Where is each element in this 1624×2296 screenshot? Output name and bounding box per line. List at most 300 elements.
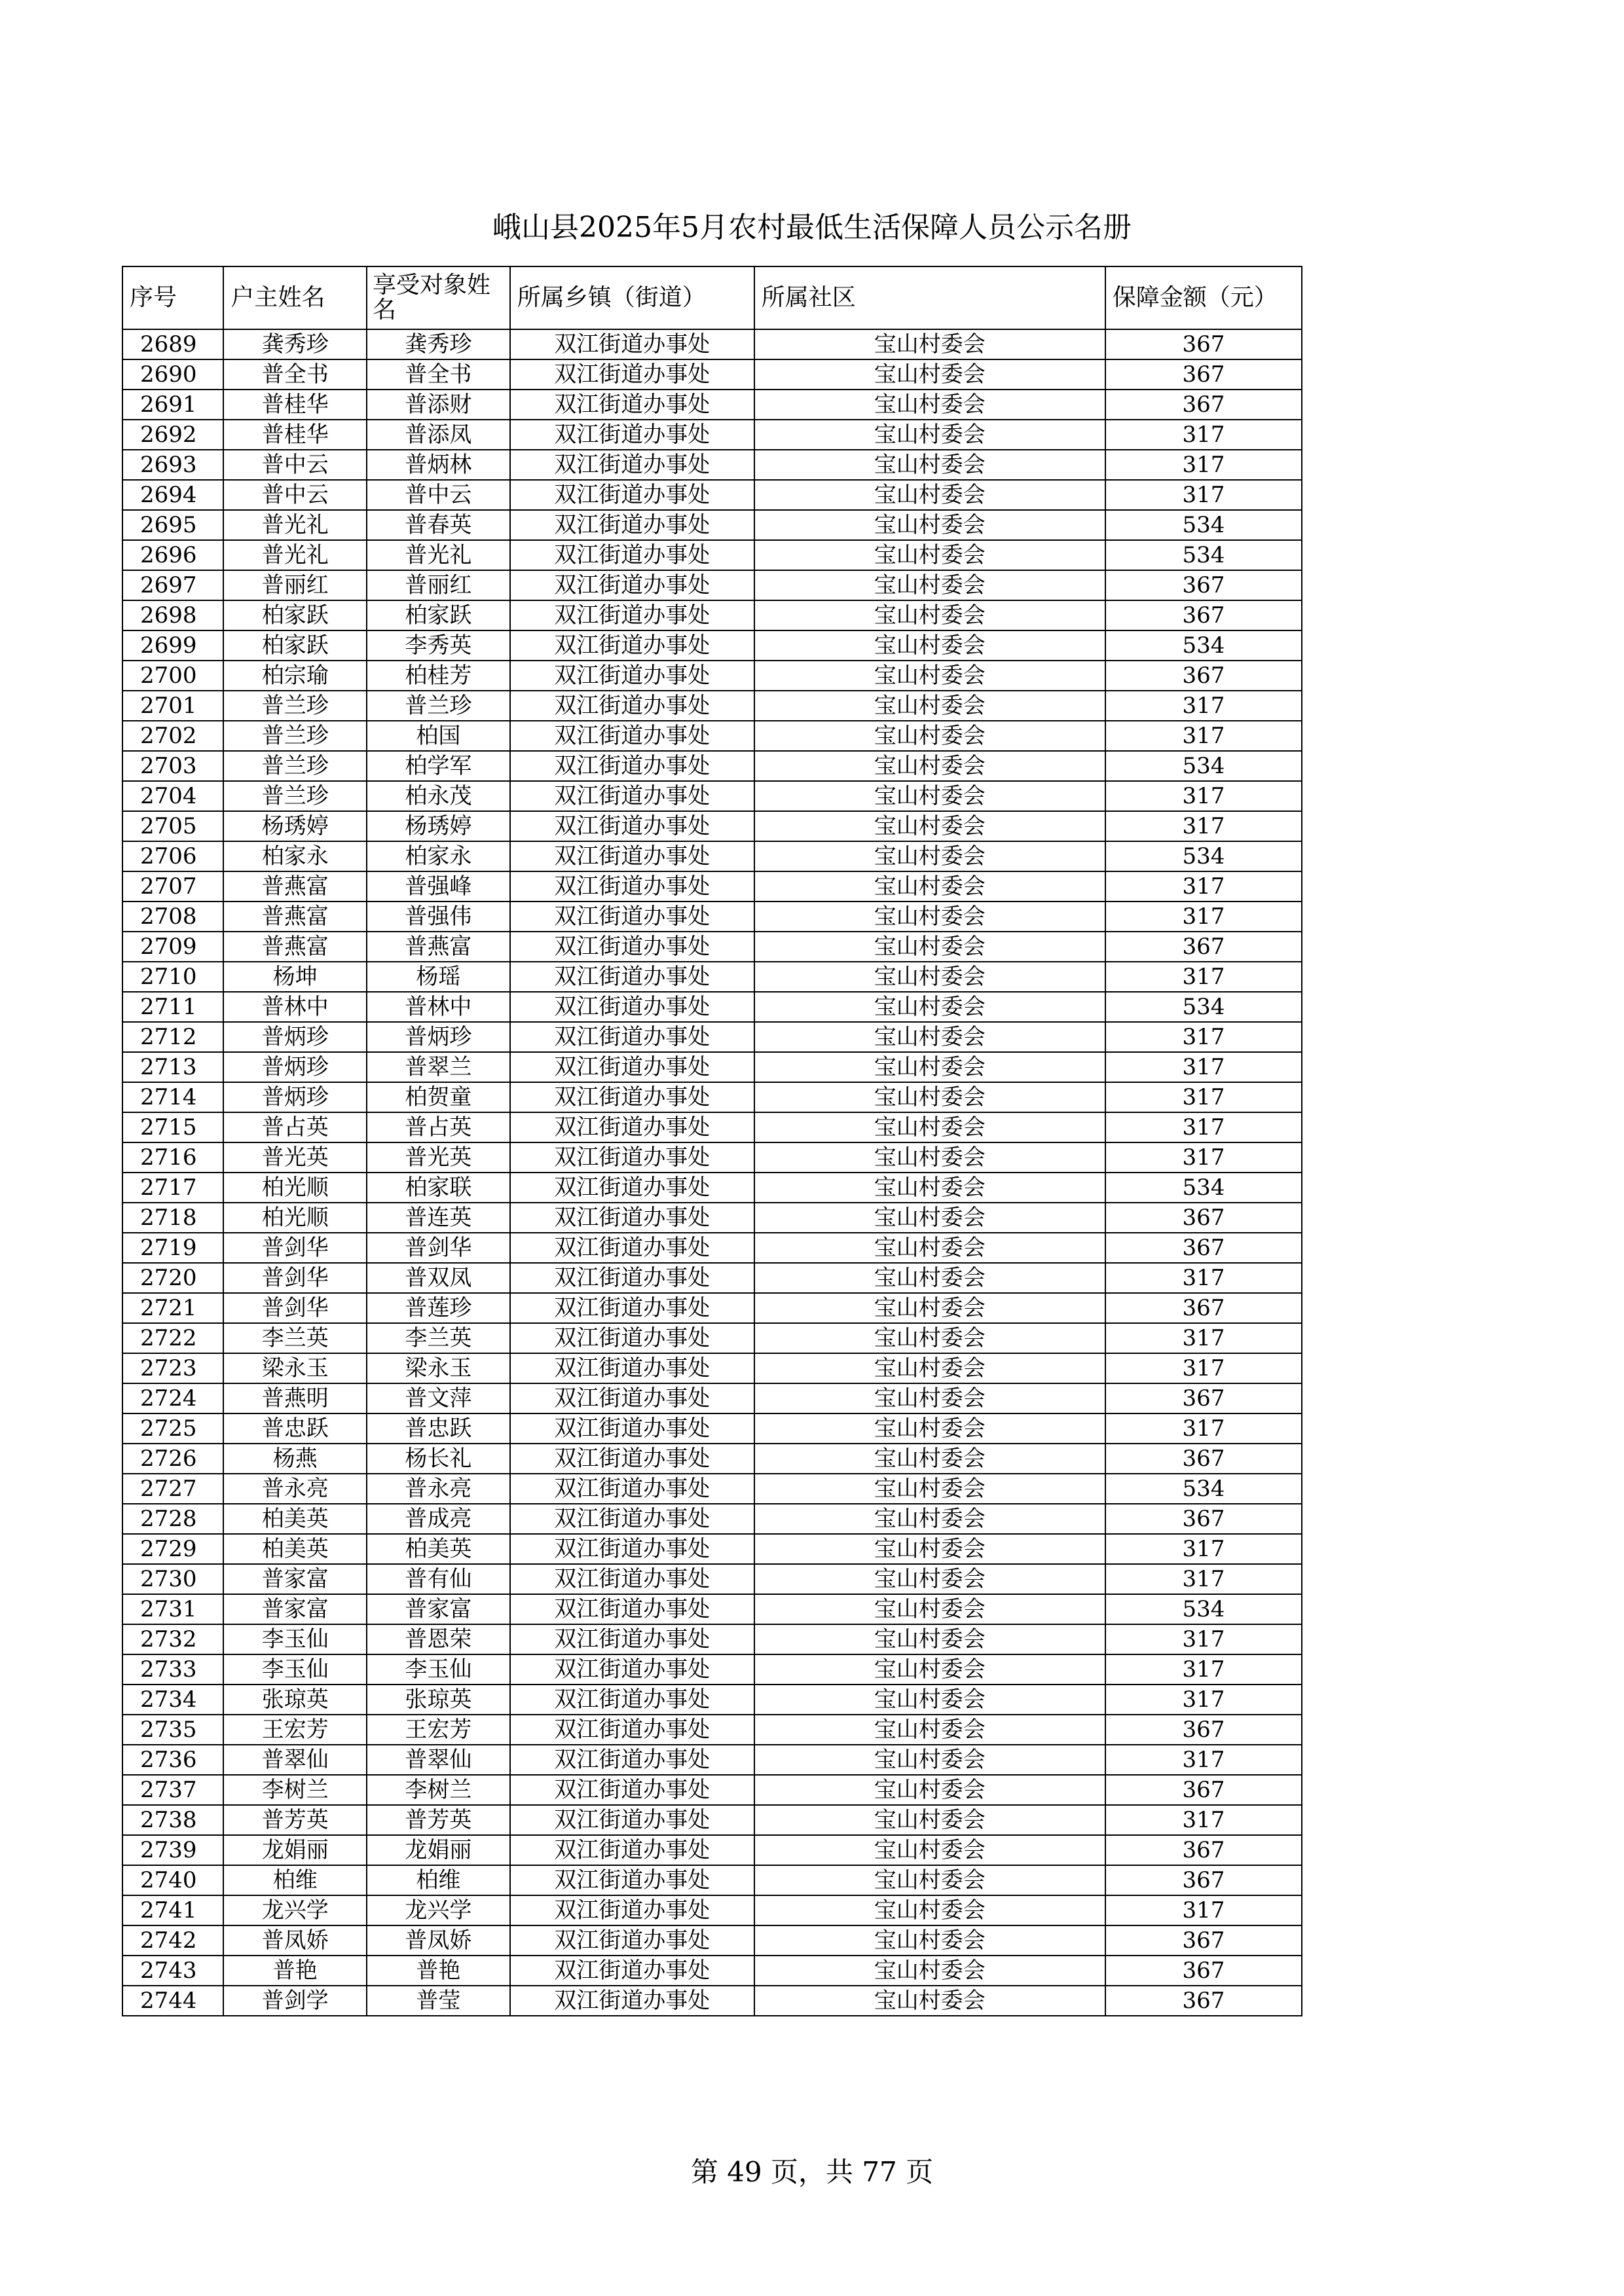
cell-household-head: 普丽红: [223, 570, 367, 600]
cell-community: 宝山村委会: [754, 329, 1105, 359]
cell-amount: 367: [1105, 570, 1302, 600]
cell-township: 双江街道办事处: [510, 1654, 754, 1685]
cell-community: 宝山村委会: [754, 902, 1105, 932]
cell-beneficiary: 普燕富: [367, 932, 510, 962]
cell-amount: 534: [1105, 1173, 1302, 1203]
table-row: [122, 1173, 1302, 1203]
cell-township: 双江街道办事处: [510, 1082, 754, 1112]
cell-amount: 367: [1105, 1986, 1302, 2016]
cell-community: 宝山村委会: [754, 1835, 1105, 1865]
table-row: [122, 1685, 1302, 1715]
cell-township: 双江街道办事处: [510, 1956, 754, 1986]
cell-township: 双江街道办事处: [510, 1444, 754, 1474]
cell-household-head: 普燕明: [223, 1383, 367, 1413]
cell-index: 2711: [122, 992, 223, 1022]
cell-household-head: 李兰英: [223, 1323, 367, 1353]
cell-household-head: 普桂华: [223, 420, 367, 450]
cell-amount: 534: [1105, 1474, 1302, 1504]
cell-beneficiary: 龙娟丽: [367, 1835, 510, 1865]
cell-beneficiary: 普艳: [367, 1956, 510, 1986]
table-row: [122, 1654, 1302, 1685]
cell-household-head: 杨坤: [223, 962, 367, 992]
cell-household-head: 柏宗瑜: [223, 661, 367, 691]
table-row: [122, 1203, 1302, 1233]
cell-township: 双江街道办事处: [510, 1564, 754, 1594]
cell-beneficiary: 普永亮: [367, 1474, 510, 1504]
cell-township: 双江街道办事处: [510, 1504, 754, 1534]
cell-township: 双江街道办事处: [510, 1594, 754, 1624]
cell-beneficiary: 普莹: [367, 1986, 510, 2016]
cell-amount: 317: [1105, 721, 1302, 751]
cell-household-head: 柏家永: [223, 841, 367, 871]
cell-community: 宝山村委会: [754, 1865, 1105, 1895]
cell-beneficiary: 龙兴学: [367, 1895, 510, 1925]
table-row: [122, 600, 1302, 630]
cell-township: 双江街道办事处: [510, 661, 754, 691]
table-row: [122, 570, 1302, 600]
cell-index: 2717: [122, 1173, 223, 1203]
cell-community: 宝山村委会: [754, 1925, 1105, 1956]
table-row: [122, 1594, 1302, 1624]
cell-index: 2703: [122, 751, 223, 781]
cell-township: 双江街道办事处: [510, 1474, 754, 1504]
cell-household-head: 柏光顺: [223, 1173, 367, 1203]
cell-beneficiary: 柏美英: [367, 1534, 510, 1564]
table-row: [122, 781, 1302, 811]
cell-beneficiary: 王宏芳: [367, 1715, 510, 1745]
cell-community: 宝山村委会: [754, 1052, 1105, 1082]
cell-amount: 317: [1105, 1022, 1302, 1052]
cell-community: 宝山村委会: [754, 1504, 1105, 1534]
cell-community: 宝山村委会: [754, 1353, 1105, 1383]
cell-community: 宝山村委会: [754, 1142, 1105, 1173]
table-row: [122, 1534, 1302, 1564]
cell-township: 双江街道办事处: [510, 1052, 754, 1082]
cell-township: 双江街道办事处: [510, 450, 754, 480]
table-row: [122, 1775, 1302, 1805]
cell-household-head: 普艳: [223, 1956, 367, 1986]
cell-index: 2692: [122, 420, 223, 450]
cell-household-head: 普炳珍: [223, 1052, 367, 1082]
cell-community: 宝山村委会: [754, 1986, 1105, 2016]
cell-amount: 317: [1105, 1052, 1302, 1082]
cell-amount: 367: [1105, 1203, 1302, 1233]
cell-amount: 367: [1105, 600, 1302, 630]
cell-index: 2744: [122, 1986, 223, 2016]
table-row: [122, 1956, 1302, 1986]
cell-household-head: 普炳珍: [223, 1082, 367, 1112]
cell-community: 宝山村委会: [754, 871, 1105, 902]
cell-township: 双江街道办事处: [510, 600, 754, 630]
cell-household-head: 柏家跃: [223, 630, 367, 661]
table-row: [122, 1353, 1302, 1383]
cell-community: 宝山村委会: [754, 1474, 1105, 1504]
cell-township: 双江街道办事处: [510, 420, 754, 450]
cell-township: 双江街道办事处: [510, 1805, 754, 1835]
cell-index: 2741: [122, 1895, 223, 1925]
cell-township: 双江街道办事处: [510, 1203, 754, 1233]
cell-township: 双江街道办事处: [510, 1865, 754, 1895]
cell-community: 宝山村委会: [754, 1534, 1105, 1564]
cell-household-head: 普燕富: [223, 871, 367, 902]
cell-amount: 367: [1105, 1233, 1302, 1263]
cell-index: 2738: [122, 1805, 223, 1835]
cell-beneficiary: 普光英: [367, 1142, 510, 1173]
table-row: [122, 1444, 1302, 1474]
table-row: [122, 1925, 1302, 1956]
cell-index: 2735: [122, 1715, 223, 1745]
table-row: [122, 510, 1302, 540]
table-row: [122, 1112, 1302, 1142]
table-row: [122, 1383, 1302, 1413]
cell-household-head: 李玉仙: [223, 1654, 367, 1685]
cell-community: 宝山村委会: [754, 1413, 1105, 1444]
cell-beneficiary: 普炳林: [367, 450, 510, 480]
cell-beneficiary: 柏家联: [367, 1173, 510, 1203]
cell-community: 宝山村委会: [754, 1082, 1105, 1112]
cell-beneficiary: 柏贺童: [367, 1082, 510, 1112]
cell-beneficiary: 柏维: [367, 1865, 510, 1895]
cell-amount: 367: [1105, 390, 1302, 420]
cell-community: 宝山村委会: [754, 661, 1105, 691]
cell-amount: 317: [1105, 902, 1302, 932]
cell-beneficiary: 普全书: [367, 359, 510, 390]
table-row: [122, 329, 1302, 359]
cell-amount: 367: [1105, 1444, 1302, 1474]
table-row: [122, 1022, 1302, 1052]
cell-community: 宝山村委会: [754, 1956, 1105, 1986]
cell-amount: 367: [1105, 661, 1302, 691]
cell-beneficiary: 普春英: [367, 510, 510, 540]
table-row: [122, 1715, 1302, 1745]
cell-beneficiary: 柏家跃: [367, 600, 510, 630]
cell-index: 2695: [122, 510, 223, 540]
cell-community: 宝山村委会: [754, 1775, 1105, 1805]
cell-index: 2723: [122, 1353, 223, 1383]
cell-amount: 317: [1105, 1624, 1302, 1654]
cell-amount: 367: [1105, 1925, 1302, 1956]
cell-community: 宝山村委会: [754, 510, 1105, 540]
header-row: [122, 266, 1302, 329]
cell-amount: 367: [1105, 1293, 1302, 1323]
table-row: [122, 1835, 1302, 1865]
cell-household-head: 普燕富: [223, 902, 367, 932]
cell-beneficiary: 柏国: [367, 721, 510, 751]
cell-township: 双江街道办事处: [510, 1263, 754, 1293]
cell-township: 双江街道办事处: [510, 1925, 754, 1956]
cell-amount: 367: [1105, 1715, 1302, 1745]
table-row: [122, 962, 1302, 992]
cell-amount: 317: [1105, 1082, 1302, 1112]
cell-community: 宝山村委会: [754, 962, 1105, 992]
col-header-community: 所属社区: [754, 266, 1105, 329]
cell-amount: 317: [1105, 691, 1302, 721]
cell-community: 宝山村委会: [754, 1203, 1105, 1233]
cell-household-head: 普炳珍: [223, 1022, 367, 1052]
cell-amount: 534: [1105, 1594, 1302, 1624]
cell-community: 宝山村委会: [754, 1594, 1105, 1624]
cell-beneficiary: 普家富: [367, 1594, 510, 1624]
cell-beneficiary: 普恩荣: [367, 1624, 510, 1654]
cell-amount: 317: [1105, 811, 1302, 841]
cell-household-head: 龙娟丽: [223, 1835, 367, 1865]
cell-index: 2719: [122, 1233, 223, 1263]
cell-index: 2732: [122, 1624, 223, 1654]
table-row: [122, 1865, 1302, 1895]
cell-index: 2691: [122, 390, 223, 420]
table-row: [122, 1624, 1302, 1654]
cell-household-head: 普永亮: [223, 1474, 367, 1504]
cell-township: 双江街道办事处: [510, 1112, 754, 1142]
cell-amount: 317: [1105, 1895, 1302, 1925]
cell-community: 宝山村委会: [754, 1383, 1105, 1413]
cell-index: 2712: [122, 1022, 223, 1052]
cell-amount: 317: [1105, 480, 1302, 510]
cell-township: 双江街道办事处: [510, 359, 754, 390]
cell-township: 双江街道办事处: [510, 691, 754, 721]
cell-index: 2728: [122, 1504, 223, 1534]
table-row: [122, 1474, 1302, 1504]
cell-amount: 317: [1105, 1142, 1302, 1173]
cell-beneficiary: 普双凤: [367, 1263, 510, 1293]
cell-index: 2699: [122, 630, 223, 661]
cell-household-head: 龙兴学: [223, 1895, 367, 1925]
cell-index: 2707: [122, 871, 223, 902]
cell-amount: 317: [1105, 1534, 1302, 1564]
cell-index: 2720: [122, 1263, 223, 1293]
cell-township: 双江街道办事处: [510, 390, 754, 420]
cell-community: 宝山村委会: [754, 420, 1105, 450]
cell-index: 2737: [122, 1775, 223, 1805]
cell-township: 双江街道办事处: [510, 570, 754, 600]
cell-township: 双江街道办事处: [510, 1685, 754, 1715]
cell-household-head: 柏光顺: [223, 1203, 367, 1233]
cell-amount: 317: [1105, 1112, 1302, 1142]
cell-amount: 367: [1105, 1956, 1302, 1986]
cell-township: 双江街道办事处: [510, 1835, 754, 1865]
table-row: [122, 630, 1302, 661]
cell-community: 宝山村委会: [754, 1293, 1105, 1323]
cell-beneficiary: 普光礼: [367, 540, 510, 570]
cell-beneficiary: 普剑华: [367, 1233, 510, 1263]
cell-index: 2716: [122, 1142, 223, 1173]
cell-household-head: 普光礼: [223, 510, 367, 540]
table-row: [122, 902, 1302, 932]
cell-household-head: 普兰珍: [223, 691, 367, 721]
cell-beneficiary: 普莲珍: [367, 1293, 510, 1323]
cell-amount: 534: [1105, 510, 1302, 540]
cell-amount: 317: [1105, 1805, 1302, 1835]
cell-index: 2740: [122, 1865, 223, 1895]
cell-index: 2689: [122, 329, 223, 359]
table-row: [122, 359, 1302, 390]
cell-community: 宝山村委会: [754, 1715, 1105, 1745]
cell-township: 双江街道办事处: [510, 902, 754, 932]
cell-township: 双江街道办事处: [510, 992, 754, 1022]
cell-amount: 317: [1105, 1353, 1302, 1383]
cell-beneficiary: 普兰珍: [367, 691, 510, 721]
cell-community: 宝山村委会: [754, 1654, 1105, 1685]
cell-community: 宝山村委会: [754, 841, 1105, 871]
table-row: [122, 480, 1302, 510]
cell-township: 双江街道办事处: [510, 1173, 754, 1203]
cell-amount: 534: [1105, 540, 1302, 570]
cell-beneficiary: 张琼英: [367, 1685, 510, 1715]
cell-index: 2705: [122, 811, 223, 841]
cell-index: 2730: [122, 1564, 223, 1594]
table-row: [122, 1233, 1302, 1263]
cell-beneficiary: 李秀英: [367, 630, 510, 661]
cell-index: 2708: [122, 902, 223, 932]
cell-household-head: 李树兰: [223, 1775, 367, 1805]
cell-index: 2700: [122, 661, 223, 691]
cell-household-head: 普全书: [223, 359, 367, 390]
cell-household-head: 梁永玉: [223, 1353, 367, 1383]
cell-household-head: 普家富: [223, 1564, 367, 1594]
cell-beneficiary: 普成亮: [367, 1504, 510, 1534]
cell-beneficiary: 普强峰: [367, 871, 510, 902]
cell-household-head: 普桂华: [223, 390, 367, 420]
cell-township: 双江街道办事处: [510, 1293, 754, 1323]
cell-index: 2733: [122, 1654, 223, 1685]
table-row: [122, 450, 1302, 480]
cell-amount: 367: [1105, 1775, 1302, 1805]
cell-household-head: 王宏芳: [223, 1715, 367, 1745]
cell-township: 双江街道办事处: [510, 1022, 754, 1052]
table-row: [122, 1323, 1302, 1353]
cell-amount: 317: [1105, 1685, 1302, 1715]
cell-index: 2709: [122, 932, 223, 962]
cell-community: 宝山村委会: [754, 1173, 1105, 1203]
cell-amount: 317: [1105, 450, 1302, 480]
table-row: [122, 932, 1302, 962]
cell-household-head: 普中云: [223, 450, 367, 480]
cell-community: 宝山村委会: [754, 1805, 1105, 1835]
col-header-beneficiary: 享受对象姓名: [367, 266, 510, 329]
cell-amount: 367: [1105, 329, 1302, 359]
cell-household-head: 普忠跃: [223, 1413, 367, 1444]
cell-community: 宝山村委会: [754, 630, 1105, 661]
table-row: [122, 1895, 1302, 1925]
table-row: [122, 1142, 1302, 1173]
cell-beneficiary: 普忠跃: [367, 1413, 510, 1444]
cell-index: 2718: [122, 1203, 223, 1233]
table-row: [122, 390, 1302, 420]
cell-index: 2743: [122, 1956, 223, 1986]
cell-beneficiary: 普林中: [367, 992, 510, 1022]
cell-index: 2696: [122, 540, 223, 570]
cell-township: 双江街道办事处: [510, 1353, 754, 1383]
cell-household-head: 普林中: [223, 992, 367, 1022]
cell-beneficiary: 普有仙: [367, 1564, 510, 1594]
cell-beneficiary: 普连英: [367, 1203, 510, 1233]
cell-household-head: 普翠仙: [223, 1745, 367, 1775]
cell-index: 2731: [122, 1594, 223, 1624]
cell-beneficiary: 普中云: [367, 480, 510, 510]
cell-beneficiary: 普翠兰: [367, 1052, 510, 1082]
cell-township: 双江街道办事处: [510, 329, 754, 359]
cell-township: 双江街道办事处: [510, 1775, 754, 1805]
table-row: [122, 1504, 1302, 1534]
cell-beneficiary: 普添凤: [367, 420, 510, 450]
cell-household-head: 普占英: [223, 1112, 367, 1142]
cell-beneficiary: 柏家永: [367, 841, 510, 871]
cell-amount: 317: [1105, 871, 1302, 902]
cell-township: 双江街道办事处: [510, 871, 754, 902]
cell-township: 双江街道办事处: [510, 510, 754, 540]
cell-community: 宝山村委会: [754, 932, 1105, 962]
cell-beneficiary: 李树兰: [367, 1775, 510, 1805]
cell-index: 2742: [122, 1925, 223, 1956]
cell-amount: 534: [1105, 751, 1302, 781]
cell-amount: 367: [1105, 359, 1302, 390]
cell-township: 双江街道办事处: [510, 1534, 754, 1564]
cell-beneficiary: 柏永茂: [367, 781, 510, 811]
cell-index: 2702: [122, 721, 223, 751]
table-row: [122, 1263, 1302, 1293]
cell-community: 宝山村委会: [754, 390, 1105, 420]
cell-community: 宝山村委会: [754, 570, 1105, 600]
cell-beneficiary: 柏桂芳: [367, 661, 510, 691]
table-row: [122, 811, 1302, 841]
cell-community: 宝山村委会: [754, 1263, 1105, 1293]
cell-index: 2704: [122, 781, 223, 811]
table-row: [122, 1805, 1302, 1835]
cell-community: 宝山村委会: [754, 721, 1105, 751]
cell-community: 宝山村委会: [754, 480, 1105, 510]
cell-community: 宝山村委会: [754, 359, 1105, 390]
cell-index: 2698: [122, 600, 223, 630]
cell-community: 宝山村委会: [754, 540, 1105, 570]
table-row: [122, 1052, 1302, 1082]
cell-township: 双江街道办事处: [510, 630, 754, 661]
cell-township: 双江街道办事处: [510, 751, 754, 781]
cell-index: 2701: [122, 691, 223, 721]
cell-index: 2725: [122, 1413, 223, 1444]
cell-index: 2706: [122, 841, 223, 871]
cell-amount: 367: [1105, 1835, 1302, 1865]
table-row: [122, 420, 1302, 450]
cell-community: 宝山村委会: [754, 1745, 1105, 1775]
cell-township: 双江街道办事处: [510, 932, 754, 962]
cell-township: 双江街道办事处: [510, 1323, 754, 1353]
cell-index: 2726: [122, 1444, 223, 1474]
roster-table: [122, 266, 1302, 2016]
table-row: [122, 751, 1302, 781]
cell-household-head: 普兰珍: [223, 781, 367, 811]
cell-index: 2713: [122, 1052, 223, 1082]
cell-township: 双江街道办事处: [510, 540, 754, 570]
cell-township: 双江街道办事处: [510, 841, 754, 871]
table-row: [122, 1082, 1302, 1112]
cell-amount: 367: [1105, 1865, 1302, 1895]
cell-index: 2721: [122, 1293, 223, 1323]
table-row: [122, 1986, 1302, 2016]
cell-township: 双江街道办事处: [510, 1142, 754, 1173]
cell-community: 宝山村委会: [754, 1323, 1105, 1353]
cell-household-head: 普剑华: [223, 1263, 367, 1293]
cell-beneficiary: 梁永玉: [367, 1353, 510, 1383]
cell-township: 双江街道办事处: [510, 1413, 754, 1444]
col-header-township: 所属乡镇（街道）: [510, 266, 754, 329]
table-row: [122, 661, 1302, 691]
cell-beneficiary: 李玉仙: [367, 1654, 510, 1685]
cell-beneficiary: 柏学军: [367, 751, 510, 781]
cell-household-head: 普兰珍: [223, 721, 367, 751]
cell-community: 宝山村委会: [754, 1112, 1105, 1142]
table-row: [122, 1413, 1302, 1444]
cell-beneficiary: 普文萍: [367, 1383, 510, 1413]
